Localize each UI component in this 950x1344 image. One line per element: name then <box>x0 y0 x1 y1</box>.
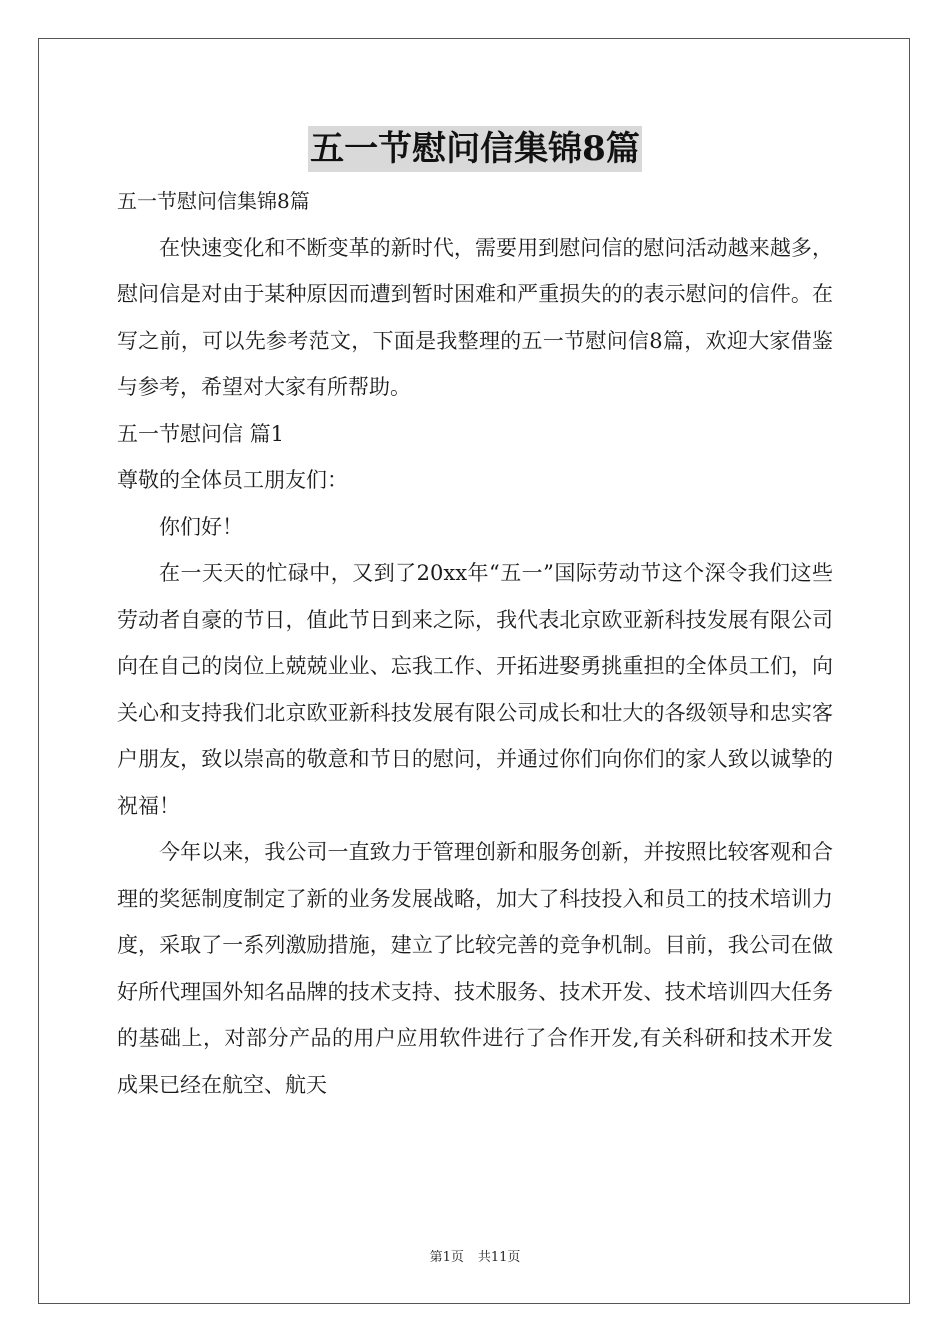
document-title: 五一节慰问信集锦8篇 <box>308 126 642 172</box>
page-total: 共11页 <box>477 1250 521 1265</box>
document-subtitle: 五一节慰问信集锦8篇 <box>117 189 310 213</box>
body-paragraph: 在一天天的忙碌中，又到了20xx年“五一”国际劳动节这个深令我们这些劳动者自豪的节日，值此节日到来之际，我代表北京欧亚新科技发展有限公司向在自己的岗位上兢兢业业、忘我工作、开拓进娶勇挑重担的全体员工们，向关心和支持我们北京欧亚新科技发展有限公司成长和壮大的各级领导和忠实客户朋友，致以崇高的敬意和节日的慰问，并通过你们向你们的家人致以诚挚的祝福！ <box>117 561 833 818</box>
salutation: 尊敬的全体员工朋友们： <box>117 468 348 492</box>
document-body <box>117 178 833 1108</box>
section-heading: 五一节慰问信 篇1 <box>117 421 285 446</box>
body-paragraph: 今年以来，我公司一直致力于管理创新和服务创新，并按照比较客观和合理的奖惩制度制定了新的业务发展战略，加大了科技投入和员工的技术培训力度，采取了一系列激励措施，建立了比较完善的竞争机制。目前，我公司在做好所代理国外知名品牌的技术支持、技术服务、技术开发、技术培训四大任务的基础上，对部分产品的用户应用软件进行了合作开发,有关科研和技术开发成果已经在航空、航天 <box>117 840 833 1097</box>
page-number: 第1页 <box>429 1250 464 1265</box>
intro-paragraph: 在快速变化和不断变革的新时代，需要用到慰问信的慰问活动越来越多，慰问信是对由于某种原因而遭到暂时困难和严重损失的的表示慰问的信件。在写之前，可以先参考范文，下面是我整理的五一节慰问信8篇，欢迎大家借鉴与参考，希望对大家有所帮助。 <box>117 235 833 399</box>
greeting: 你们好！ <box>159 514 243 539</box>
document-title-container <box>0 126 950 172</box>
page-footer <box>0 1246 950 1265</box>
